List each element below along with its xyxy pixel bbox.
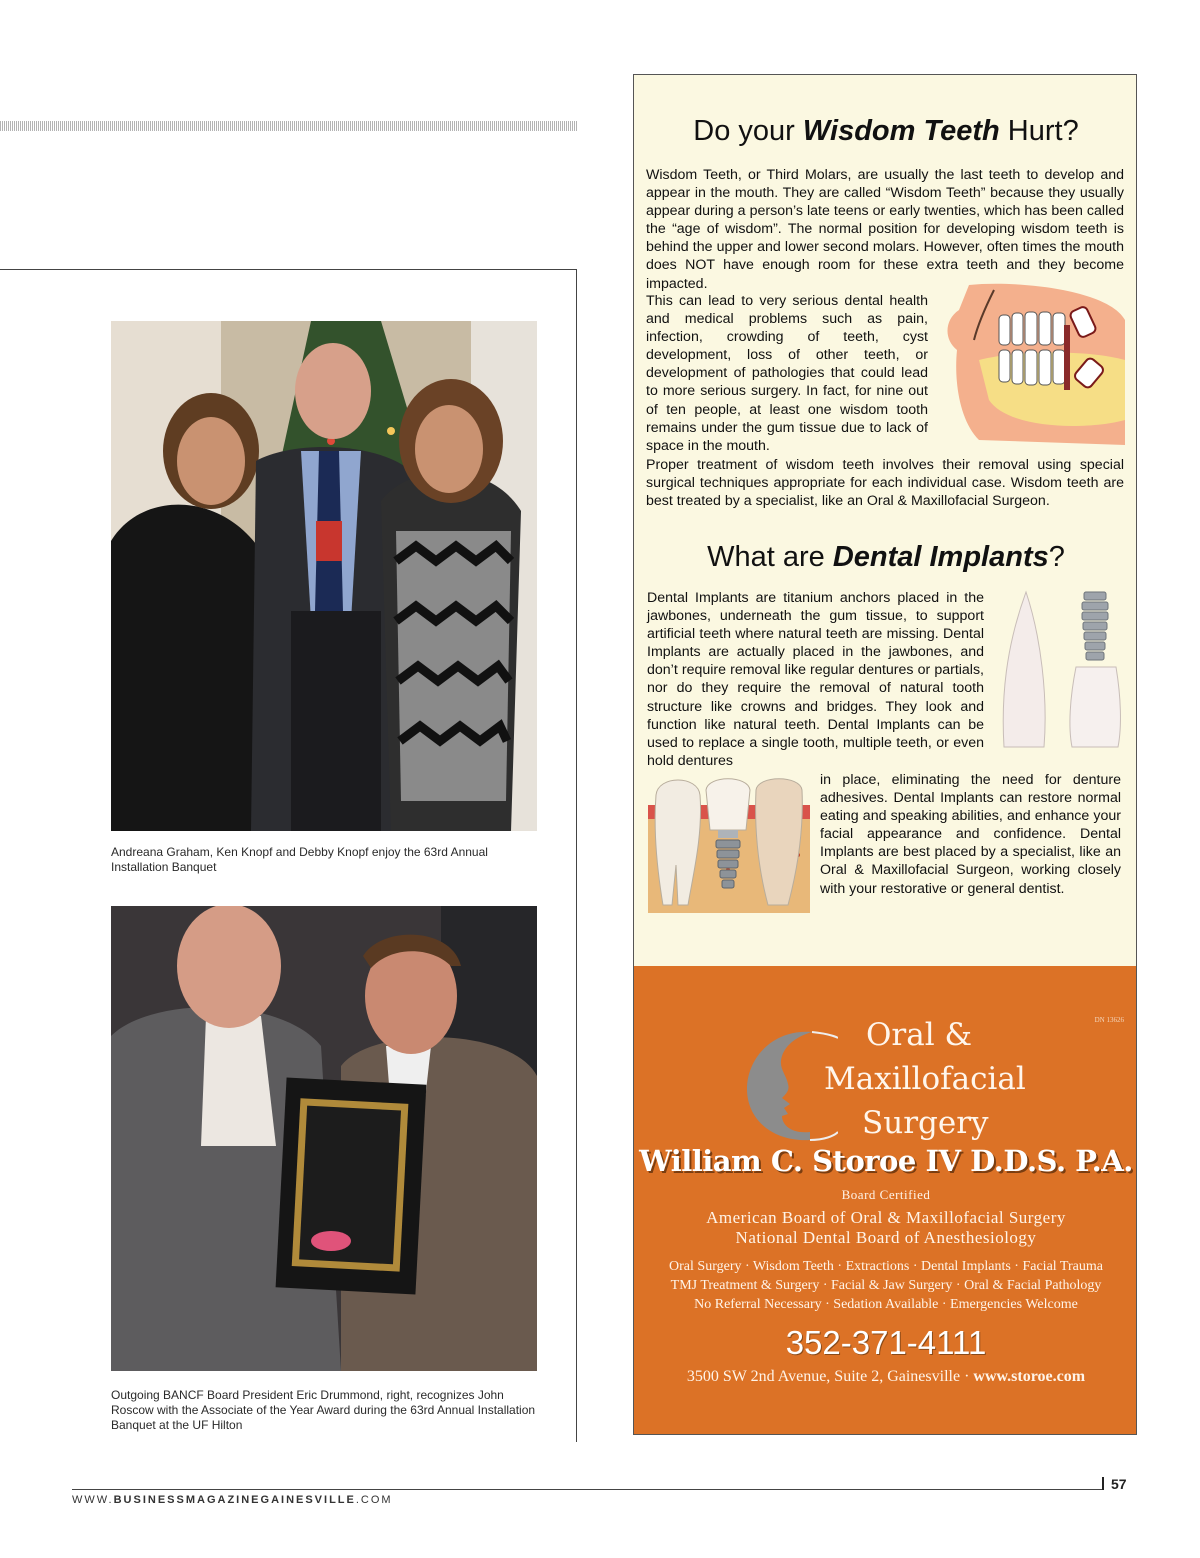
services-line-2: TMJ Treatment & Surgery · Facial & Jaw Surgery · Oral & Facial Pathology	[670, 1278, 1102, 1293]
practice-phone[interactable]: 352-371-4111	[785, 1324, 987, 1361]
dn-code: DN 13626	[1094, 1016, 1124, 1024]
wisdom-paragraph-3: Proper treatment of wisdom teeth involves their removal using special surgical techniques appropriate for each individual case. Wisdom teeth are best treated by a specialist, like an Oral & Maxillofacial Surgeon.	[646, 457, 1124, 510]
site-name: BUSINESSMAGAZINEGAINESVILLE	[113, 1494, 356, 1506]
implant-in-jaw-icon	[648, 775, 810, 913]
practice-info-block	[634, 966, 1137, 1435]
logo-text-maxillofacial: Maxillofacial	[824, 1061, 1026, 1097]
wisdom-heading-post: Hurt?	[999, 115, 1079, 147]
practice-website-link[interactable]: www.storoe.com	[973, 1368, 1086, 1385]
address-separator: ·	[960, 1368, 974, 1385]
site-prefix: WWW.	[72, 1494, 114, 1506]
wisdom-paragraph-2: This can lead to very serious dental health and medical problems such as pain, infection, crowding of teeth, cyst development, loss of other teeth, or development of pathologies that could lead to more serious surgery. In fact, for nine out of ten people, at least one wisdom tooth remains under the gum tissue due to lack of space in the mouth.	[646, 293, 928, 454]
footer-rule	[72, 1489, 1103, 1490]
photo2-caption: Outgoing BANCF Board President Eric Drummond, right, recognizes John Roscow with the Associate of the Year Award during the 63rd Annual Installation Banquet at the UF Hilton	[111, 1388, 536, 1432]
decorative-hatch-bar	[0, 121, 578, 131]
banquet-photo-knopf-illustration	[111, 321, 537, 831]
banquet-photo-knopf	[111, 321, 537, 831]
wisdom-heading-pre: Do your	[693, 115, 803, 147]
logo-text-oral: Oral &	[866, 1017, 973, 1053]
services-line-3: No Referral Necessary · Sedation Available · Emergencies Welcome	[694, 1297, 1078, 1312]
award-photo-roscow-illustration	[111, 906, 537, 1371]
frame-top-rule	[0, 269, 577, 270]
implants-heading-pre: What are	[707, 541, 833, 573]
implants-paragraph-1: Dental Implants are titanium anchors placed in the jawbones, underneath the gum tissue, to support artificial teeth where natural teeth are missing. Dental Implants are actually placed in the jawbones, and don’t require removal like regular dentures or partials, nor do they require the removal of natural tooth structure like crowns and bridges. They look and function like natural teeth. Dental Implants can be used to replace a single tooth, multiple teeth, or even hold dentures	[647, 590, 984, 769]
board-certified-label: Board Certified	[841, 1187, 931, 1202]
implants-heading-bold: Dental Implants	[832, 541, 1049, 573]
dental-advertisement	[633, 74, 1137, 1435]
practice-address: 3500 SW 2nd Avenue, Suite 2, Gainesville	[686, 1368, 961, 1385]
photo1-caption: Andreana Graham, Ken Knopf and Debby Knopf enjoy the 63rd Annual Installation Banquet	[111, 845, 488, 874]
wisdom-teeth-heading	[634, 115, 1137, 148]
implants-heading-post: ?	[1048, 541, 1065, 573]
wisdom-paragraph-1: Wisdom Teeth, or Third Molars, are usually the last teeth to develop and appear in the mouth. They are called “Wisdom Teeth” because they usually appear during a person’s late teens or early twenties, which has been called the “age of wisdom”. The normal position for developing wisdom teeth is behind the upper and lower second molars. However, often times the mouth does NOT have enough room for these extra teeth and they become impacted.	[646, 167, 1124, 292]
award-photo-roscow	[111, 906, 537, 1371]
magazine-website-link[interactable]	[72, 1494, 393, 1506]
services-line-1: Oral Surgery · Wisdom Teeth · Extractions · Dental Implants · Facial Trauma	[669, 1259, 1103, 1274]
board-anesthesiology: National Dental Board of Anesthesiology	[735, 1228, 1037, 1247]
practice-address-line	[634, 1368, 1137, 1386]
impacted-wisdom-tooth-icon	[939, 280, 1125, 445]
frame-right-rule	[576, 269, 577, 1442]
dental-implants-heading	[634, 541, 1137, 574]
site-suffix: .COM	[355, 1494, 393, 1506]
doctor-name: William C. Storoe IV D.D.S. P.A.	[639, 1144, 1133, 1178]
implants-paragraph-2: in place, eliminating the need for denture adhesives. Dental Implants can restore normal eating and speaking abilities, and enhance your facial appearance and confidence. Dental Implants are best placed by a specialist, like an Oral & Maxillofacial Surgeon, working closely with your restorative or general dentist.	[820, 772, 1121, 897]
wisdom-heading-bold: Wisdom Teeth	[802, 115, 1000, 147]
implant-crown-icon	[996, 587, 1126, 752]
page-number: 57	[1111, 1476, 1127, 1492]
board-oral-surgery: American Board of Oral & Maxillofacial Surgery	[706, 1208, 1066, 1227]
logo-text-surgery: Surgery	[862, 1105, 989, 1141]
footer-page-tick	[1102, 1477, 1104, 1490]
